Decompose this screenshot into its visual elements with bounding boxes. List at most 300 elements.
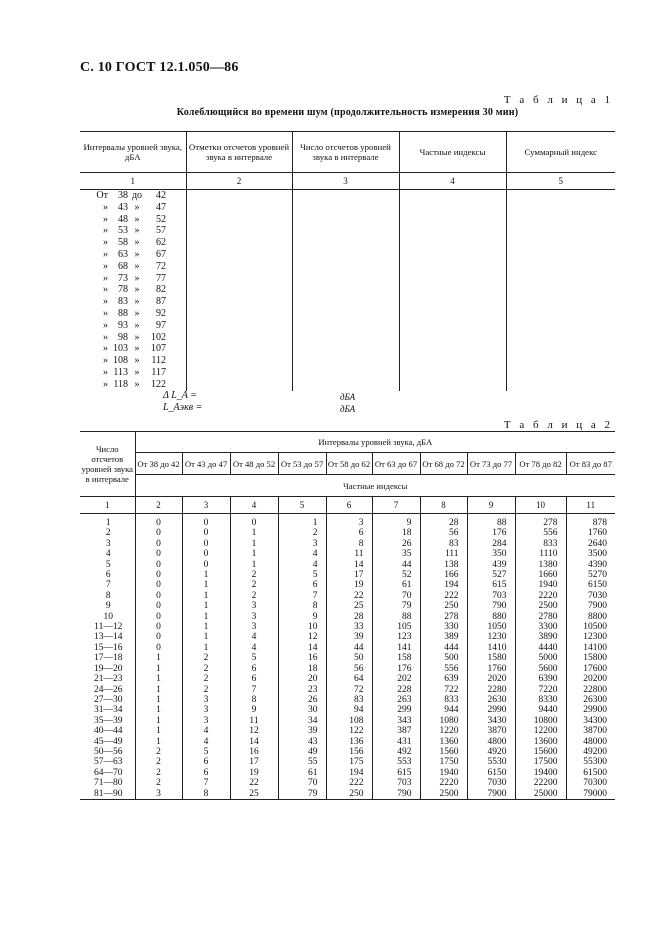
interval-range-part: »	[134, 260, 140, 272]
index-cell: 3	[135, 789, 182, 800]
table-row	[80, 622, 615, 632]
index-cell: 1	[182, 643, 230, 653]
index-cell: 1580	[467, 653, 515, 663]
interval-range	[80, 249, 186, 261]
index-cell: 439	[467, 560, 515, 570]
index-cell: 790	[372, 789, 420, 800]
index-cell: 138	[420, 560, 467, 570]
index-cell: 2500	[420, 789, 467, 800]
interval-range	[80, 296, 186, 308]
index-cell: 1220	[420, 726, 467, 736]
index-cell: 22	[326, 591, 372, 601]
index-cell: 5	[278, 570, 326, 580]
table2-col-number: 3	[182, 497, 230, 514]
count-cell: 64—70	[94, 767, 123, 778]
interval-range-part: 122	[151, 378, 166, 390]
interval-range-part: »	[134, 213, 140, 225]
index-cell: 12	[230, 726, 278, 736]
index-cell: 1	[182, 622, 230, 632]
index-cell: 72	[326, 685, 372, 695]
index-cell: 250	[326, 789, 372, 800]
interval-range	[80, 225, 186, 237]
index-cell: 11	[230, 716, 278, 726]
index-cell: 6150	[467, 768, 515, 778]
index-cell: 30	[278, 705, 326, 715]
index-cell: 0	[182, 514, 230, 529]
table2	[80, 431, 615, 800]
interval-range-part: »	[134, 201, 140, 213]
index-cell: 105	[372, 622, 420, 632]
interval-range	[80, 343, 186, 355]
table2-label: Т а б л и ц а 2	[503, 419, 613, 431]
index-cell: 3890	[515, 632, 566, 642]
table2-interval-header: От 43 до 47	[182, 453, 230, 475]
index-cell: 49	[278, 747, 326, 757]
table-row	[80, 653, 615, 663]
index-cell: 500	[420, 653, 467, 663]
index-cell: 4	[182, 737, 230, 747]
index-cell: 8	[182, 789, 230, 800]
table-row	[80, 612, 615, 622]
count-cell: 13—14	[94, 632, 123, 643]
index-cell: 55	[278, 757, 326, 767]
index-cell: 389	[420, 632, 467, 642]
table2-number-row	[80, 497, 615, 514]
count-cell: 21—23	[94, 674, 123, 685]
index-cell: 880	[467, 612, 515, 622]
index-cell: 20	[278, 674, 326, 684]
index-cell: 1760	[566, 528, 615, 538]
table-row	[80, 685, 615, 695]
table2-col-number: 5	[278, 497, 326, 514]
index-cell: 878	[566, 514, 615, 529]
index-cell: 176	[372, 664, 420, 674]
index-cell: 2780	[515, 612, 566, 622]
table1-number-row	[80, 173, 615, 190]
index-cell: 3	[230, 622, 278, 632]
index-cell: 2	[182, 664, 230, 674]
index-cell: 25	[230, 789, 278, 800]
index-cell: 111	[420, 549, 467, 559]
index-cell: 23	[278, 685, 326, 695]
index-cell: 2	[278, 528, 326, 538]
index-cell: 18	[278, 664, 326, 674]
index-cell: 70	[372, 591, 420, 601]
interval-range-part: »	[103, 272, 108, 284]
index-cell: 615	[467, 580, 515, 590]
formula-la-ekv: L_Aэкв =	[163, 402, 203, 413]
table1-empty-cell	[506, 190, 615, 391]
index-cell: 194	[326, 768, 372, 778]
index-cell: 7030	[467, 778, 515, 788]
index-cell: 0	[135, 591, 182, 601]
index-cell: 6150	[566, 580, 615, 590]
index-cell: 1	[135, 685, 182, 695]
index-cell: 0	[182, 549, 230, 559]
table2-interval-header: От 83 до 87	[566, 453, 615, 475]
index-cell: 228	[372, 685, 420, 695]
index-cell: 3	[230, 612, 278, 622]
index-cell: 79	[372, 601, 420, 611]
index-cell: 833	[420, 695, 467, 705]
count-cell: 7	[105, 580, 111, 591]
index-cell: 343	[372, 716, 420, 726]
index-cell: 56	[420, 528, 467, 538]
interval-range-part: »	[103, 366, 108, 378]
table1-col-number: 3	[292, 173, 399, 190]
index-cell: 299	[372, 705, 420, 715]
interval-range-part: »	[103, 378, 108, 390]
index-cell: 4920	[467, 747, 515, 757]
index-cell: 16	[230, 747, 278, 757]
index-cell: 1940	[420, 768, 467, 778]
interval-range-part: 87	[156, 296, 166, 308]
table-row	[80, 778, 615, 788]
index-cell: 39	[278, 726, 326, 736]
index-cell: 17	[230, 757, 278, 767]
index-cell: 3	[278, 539, 326, 549]
interval-range-part: 93	[118, 319, 128, 331]
index-cell: 2280	[467, 685, 515, 695]
index-cell: 39	[326, 632, 372, 642]
table2-col-number: 4	[230, 497, 278, 514]
index-cell: 6	[230, 674, 278, 684]
index-cell: 722	[420, 685, 467, 695]
table1-col-header: Интервалы уровней звука, дБА	[80, 132, 186, 173]
interval-range-part: »	[103, 213, 108, 225]
index-cell: 19	[326, 580, 372, 590]
interval-range-part: 102	[151, 331, 166, 343]
index-cell: 64	[326, 674, 372, 684]
index-cell: 3	[230, 601, 278, 611]
table2-body	[80, 514, 615, 800]
table2-interval-header: От 63 до 67	[372, 453, 420, 475]
index-cell: 14	[230, 737, 278, 747]
table1-col-header: Частные индексы	[399, 132, 506, 173]
index-cell: 263	[372, 695, 420, 705]
index-cell: 5	[182, 747, 230, 757]
interval-range-part: 118	[113, 378, 128, 390]
index-cell: 49200	[566, 747, 615, 757]
index-cell: 141	[372, 643, 420, 653]
index-cell: 8	[326, 539, 372, 549]
index-cell: 703	[372, 778, 420, 788]
index-cell: 1	[135, 726, 182, 736]
interval-range-part: 92	[156, 307, 166, 319]
table-row	[80, 737, 615, 747]
index-cell: 83	[326, 695, 372, 705]
index-cell: 2990	[467, 705, 515, 715]
table2-col-number: 10	[515, 497, 566, 514]
index-cell: 79000	[566, 789, 615, 800]
index-cell: 350	[467, 549, 515, 559]
index-cell: 44	[326, 643, 372, 653]
interval-range-part: »	[103, 248, 108, 260]
interval-range-part: От	[96, 190, 108, 201]
index-cell: 0	[230, 514, 278, 529]
interval-range-part: 58	[118, 237, 128, 249]
table1-col-header: Отметки отсчетов уровней звука в интервале	[186, 132, 292, 173]
index-cell: 1	[135, 664, 182, 674]
unit-dba: дБА	[340, 392, 356, 402]
table2-interval-header: От 38 до 42	[135, 453, 182, 475]
index-cell: 5600	[515, 664, 566, 674]
index-cell: 10500	[566, 622, 615, 632]
index-cell: 1	[230, 560, 278, 570]
interval-range-part: 82	[156, 284, 166, 296]
index-cell: 387	[372, 726, 420, 736]
index-cell: 83	[420, 539, 467, 549]
index-cell: 5270	[566, 570, 615, 580]
index-cell: 1	[135, 716, 182, 726]
index-cell: 17600	[566, 664, 615, 674]
index-cell: 29900	[566, 705, 615, 715]
count-cell: 57—63	[94, 757, 123, 768]
index-cell: 158	[372, 653, 420, 663]
index-cell: 33	[326, 622, 372, 632]
index-cell: 1	[182, 601, 230, 611]
index-cell: 8	[278, 601, 326, 611]
index-cell: 2020	[467, 674, 515, 684]
table1-col-number: 4	[399, 173, 506, 190]
index-cell: 194	[420, 580, 467, 590]
interval-range-part: »	[103, 237, 108, 249]
index-cell: 12	[278, 632, 326, 642]
table-row	[80, 726, 615, 736]
index-cell: 9	[278, 612, 326, 622]
interval-range-part: »	[134, 237, 140, 249]
interval-range	[80, 202, 186, 214]
count-cell: 40—44	[94, 726, 123, 737]
table-row	[80, 632, 615, 642]
index-cell: 0	[135, 601, 182, 611]
index-cell: 38700	[566, 726, 615, 736]
index-cell: 0	[135, 549, 182, 559]
table2-col-number: 11	[566, 497, 615, 514]
table-row	[80, 539, 615, 549]
index-cell: 6	[230, 664, 278, 674]
index-cell: 1	[230, 549, 278, 559]
index-cell: 28	[326, 612, 372, 622]
index-cell: 330	[420, 622, 467, 632]
interval-range-part: »	[134, 307, 140, 319]
table-row	[80, 768, 615, 778]
page-header: С. 10 ГОСТ 12.1.050—86	[80, 60, 239, 75]
interval-range	[80, 190, 186, 202]
index-cell: 43	[278, 737, 326, 747]
table-row	[80, 705, 615, 715]
interval-range	[80, 355, 186, 367]
index-cell: 278	[515, 514, 566, 529]
interval-range-part: до	[131, 190, 143, 201]
table-row	[80, 560, 615, 570]
index-cell: 79	[278, 789, 326, 800]
index-cell: 1230	[467, 632, 515, 642]
interval-range-part: 108	[113, 355, 128, 367]
count-cell: 71—80	[94, 778, 123, 789]
index-cell: 14	[326, 560, 372, 570]
index-cell: 6390	[515, 674, 566, 684]
index-cell: 7900	[467, 789, 515, 800]
table-row	[80, 591, 615, 601]
interval-range-part: 67	[156, 248, 166, 260]
index-cell: 0	[135, 612, 182, 622]
index-cell: 1410	[467, 643, 515, 653]
index-cell: 1	[135, 705, 182, 715]
index-cell: 2	[182, 685, 230, 695]
table-row	[80, 674, 615, 684]
table2-col-number: 2	[135, 497, 182, 514]
index-cell: 0	[182, 560, 230, 570]
index-cell: 0	[135, 643, 182, 653]
interval-range-part: »	[103, 343, 108, 355]
index-cell: 16	[278, 653, 326, 663]
index-cell: 1	[135, 674, 182, 684]
index-cell: 10	[278, 622, 326, 632]
index-cell: 1050	[467, 622, 515, 632]
interval-range	[80, 261, 186, 273]
index-cell: 12300	[566, 632, 615, 642]
count-cell: 24—26	[94, 684, 123, 695]
index-cell: 7	[230, 685, 278, 695]
interval-range-part: 42	[156, 190, 166, 201]
index-cell: 1	[182, 580, 230, 590]
interval-range-part: »	[134, 355, 140, 367]
interval-range-part: »	[103, 331, 108, 343]
index-cell: 6	[326, 528, 372, 538]
interval-range-part: »	[134, 343, 140, 355]
index-cell: 17	[326, 570, 372, 580]
index-cell: 7	[278, 591, 326, 601]
index-cell: 70	[278, 778, 326, 788]
table-row	[80, 643, 615, 653]
index-cell: 1	[182, 591, 230, 601]
index-cell: 122	[326, 726, 372, 736]
index-cell: 7030	[566, 591, 615, 601]
interval-range-part: »	[103, 260, 108, 272]
index-cell: 26300	[566, 695, 615, 705]
count-cell: 15—16	[94, 642, 123, 653]
count-cell: 45—49	[94, 736, 123, 747]
interval-range-part: 97	[156, 319, 166, 331]
interval-range	[80, 284, 186, 296]
index-cell: 11	[326, 549, 372, 559]
interval-range	[80, 214, 186, 226]
table2-group-header: Интервалы уровней звука, дБА	[135, 432, 615, 453]
index-cell: 4	[182, 726, 230, 736]
count-cell: 19—20	[94, 663, 123, 674]
index-cell: 1360	[420, 737, 467, 747]
index-cell: 55300	[566, 757, 615, 767]
index-cell: 14	[278, 643, 326, 653]
table-row	[80, 757, 615, 767]
interval-range-part: »	[103, 355, 108, 367]
index-cell: 1560	[420, 747, 467, 757]
table2-interval-header: От 68 до 72	[420, 453, 467, 475]
table2-interval-header: От 48 до 52	[230, 453, 278, 475]
interval-range-part: »	[103, 307, 108, 319]
index-cell: 1	[230, 539, 278, 549]
index-cell: 18	[372, 528, 420, 538]
index-cell: 56	[326, 664, 372, 674]
index-cell: 5	[230, 653, 278, 663]
index-cell: 166	[420, 570, 467, 580]
index-cell: 7220	[515, 685, 566, 695]
index-cell: 3	[326, 514, 372, 529]
index-cell: 176	[467, 528, 515, 538]
index-cell: 1080	[420, 716, 467, 726]
table1-body-row	[80, 190, 615, 391]
index-cell: 61500	[566, 768, 615, 778]
index-cell: 10800	[515, 716, 566, 726]
interval-range-part: 62	[156, 237, 166, 249]
index-cell: 278	[420, 612, 467, 622]
interval-range-part: »	[134, 296, 140, 308]
index-cell: 0	[135, 580, 182, 590]
index-cell: 28	[420, 514, 467, 529]
index-cell: 0	[182, 528, 230, 538]
index-cell: 3	[182, 695, 230, 705]
index-cell: 202	[372, 674, 420, 684]
count-cell: 17—18	[94, 653, 123, 664]
index-cell: 0	[135, 622, 182, 632]
table2-col-number: 1	[80, 497, 135, 514]
index-cell: 1	[182, 612, 230, 622]
index-cell: 2220	[420, 778, 467, 788]
table-row	[80, 580, 615, 590]
count-cell: 8	[105, 590, 111, 601]
count-cell: 31—34	[94, 705, 123, 716]
index-cell: 13600	[515, 737, 566, 747]
index-cell: 1750	[420, 757, 467, 767]
table1-empty-cell	[186, 190, 292, 391]
index-cell: 136	[326, 737, 372, 747]
table1-col-number: 5	[506, 173, 615, 190]
index-cell: 2	[135, 778, 182, 788]
count-cell: 9	[105, 601, 111, 612]
index-cell: 2	[230, 591, 278, 601]
table2-interval-header: От 73 до 77	[467, 453, 515, 475]
interval-range-part: 83	[118, 296, 128, 308]
count-cell: 27—30	[94, 694, 123, 705]
index-cell: 2640	[566, 539, 615, 549]
index-cell: 4	[278, 560, 326, 570]
index-cell: 1	[278, 514, 326, 529]
index-cell: 1	[182, 632, 230, 642]
index-cell: 22	[230, 778, 278, 788]
index-cell: 108	[326, 716, 372, 726]
interval-range-part: 113	[113, 366, 128, 378]
index-cell: 1	[135, 653, 182, 663]
index-cell: 8800	[566, 612, 615, 622]
index-cell: 556	[420, 664, 467, 674]
table1-header-row	[80, 132, 615, 173]
index-cell: 1	[182, 570, 230, 580]
interval-range-part: 98	[118, 331, 128, 343]
index-cell: 22800	[566, 685, 615, 695]
interval-range	[80, 367, 186, 379]
table1-empty-cell	[399, 190, 506, 391]
index-cell: 5000	[515, 653, 566, 663]
index-cell: 9440	[515, 705, 566, 715]
interval-range-part: »	[103, 319, 108, 331]
interval-range-part: 77	[156, 272, 166, 284]
count-cell: 81—90	[80, 789, 135, 800]
interval-range-part: 53	[118, 225, 128, 237]
interval-range-part: »	[134, 378, 140, 390]
interval-range	[80, 273, 186, 285]
index-cell: 48000	[566, 737, 615, 747]
